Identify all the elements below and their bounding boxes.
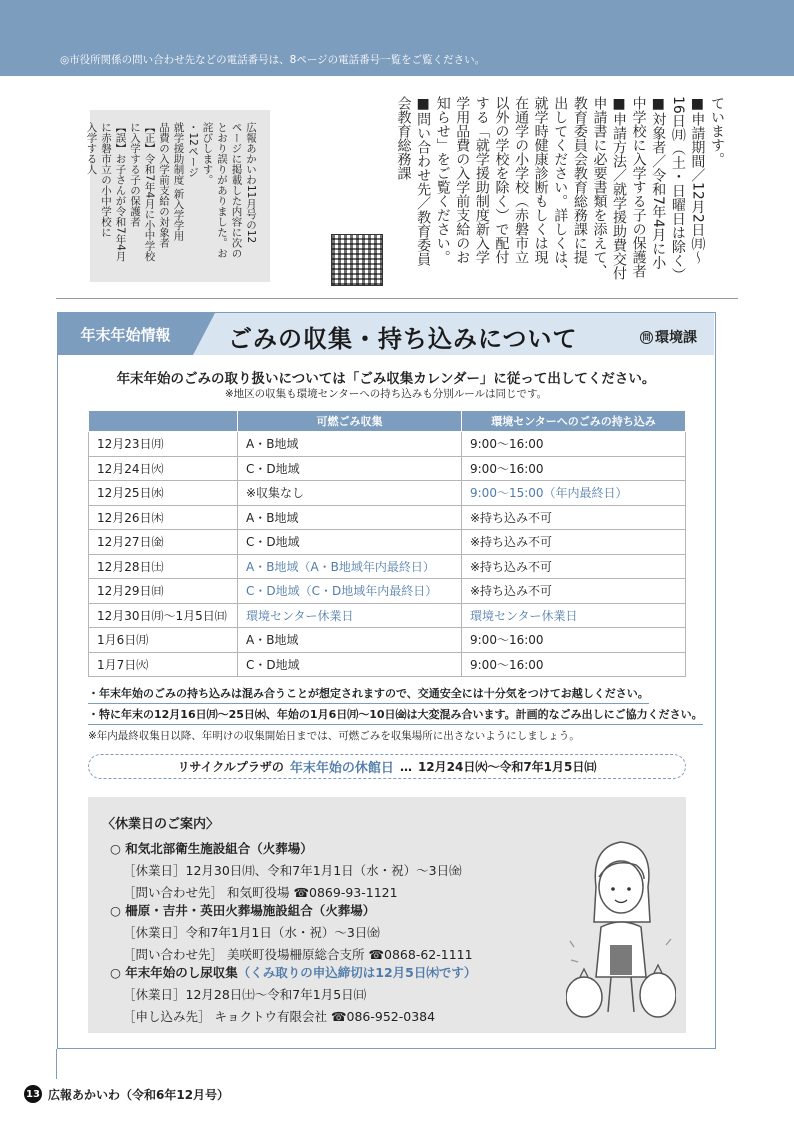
article-line: 16日㈪（土・日曜日は除く）: [669, 96, 686, 282]
deadline-note: （くみ取りの申込締切は12月5日㈭です）: [237, 965, 477, 980]
facility-contact: ［申し込み先］ キョクトウ有限会社 ☎086-952-0384: [123, 1009, 436, 1024]
table-row: [89, 456, 686, 481]
section-title: ごみの収集・持ち込みについて: [228, 325, 578, 353]
recycle-dots: …: [399, 759, 412, 774]
date-cell: 12月26日㈭: [89, 505, 238, 530]
date-cell: 12月25日㈬: [89, 481, 238, 506]
woman-with-garbage-bags-illustration: [566, 827, 676, 1027]
facility-night-soil: [110, 963, 476, 1025]
dropoff-cell: 9:00〜16:00: [462, 456, 686, 481]
department: [640, 327, 697, 347]
correction-line: 就学援助制度 新入学学用: [172, 122, 185, 241]
collection-cell: C・D地域: [238, 456, 462, 481]
facility-name: ○ 柵原・吉井・英田火葬場施設組合（火葬場）: [110, 903, 376, 918]
closure-info-box: [88, 797, 686, 1033]
correction-line: ・12ページ: [187, 122, 199, 178]
department-name: 環境課: [655, 330, 697, 346]
facility-name: ○ 和気北部衛生施設組合（火葬場）: [110, 841, 313, 856]
date-cell: 12月29日㈰: [89, 579, 238, 604]
divider: [56, 298, 738, 299]
facility-wake: [110, 839, 462, 901]
article-line: ■問い合わせ先／教育委員: [415, 96, 432, 266]
column-header: 環境センターへのごみの持ち込み: [462, 411, 686, 432]
correction-line: 詫びします。: [201, 122, 214, 185]
collection-cell: C・D地域（C・D地域年内最終日）: [238, 579, 462, 604]
recycle-prefix: リサイクルプラザの: [177, 760, 284, 774]
article-line: 申請書に必要書類を添えて、: [591, 96, 608, 278]
correction-line: ページに掲載した内容に次の: [230, 122, 243, 259]
article-line: 会教育総務課: [395, 96, 412, 180]
article-line: ■申請方法／就学援助費交付: [611, 96, 628, 280]
table-row: [89, 505, 686, 530]
date-cell: 1月6日㈪: [89, 628, 238, 653]
correction-line: 広報あかいわ11月号の12: [245, 122, 257, 244]
article-line: 以外の学校を除く）で配付: [493, 96, 510, 264]
date-cell: 1月7日㈫: [89, 652, 238, 677]
recycle-plaza-closure: [88, 754, 686, 779]
footer-rule: [56, 1049, 57, 1079]
dropoff-cell: ※持ち込み不可: [462, 579, 686, 604]
dropoff-cell: 9:00〜16:00: [462, 652, 686, 677]
facility-name: ○ 年末年始のし尿収集: [110, 965, 238, 980]
correction-line: に入学する子の保護者: [129, 122, 141, 227]
article-line: 教育委員会教育総務課に提: [571, 96, 588, 264]
article-line: 学用品費の入学前支給のお: [454, 96, 471, 264]
table-row: [89, 530, 686, 555]
collection-note: ※年内最終収集日以降、年明けの収集開始日までは、可燃ごみを収集場所に出さないようにしましょう。: [88, 730, 580, 742]
collection-cell: A・B地域: [238, 628, 462, 653]
phone-notice: ◎市役所関係の問い合わせ先などの電話番号は、8ページの電話番号一覧をご覧ください。: [60, 54, 486, 66]
page-number: 13: [24, 1085, 42, 1103]
facility-closure: ［休業日］令和7年1月1日（水・祝）〜3日㈮: [123, 925, 380, 940]
table-row: [89, 628, 686, 653]
dropoff-cell: 9:00〜15:00（年内最終日）: [462, 481, 686, 506]
collection-cell: A・B地域（A・B地域年内最終日）: [238, 554, 462, 579]
article-line: ■申請期間／12月2日㈪〜: [689, 96, 706, 265]
table-row: [89, 554, 686, 579]
dropoff-cell: 9:00〜16:00: [462, 628, 686, 653]
article-line: 知らせ」をご覧ください。: [434, 96, 451, 264]
date-cell: 12月30日㈪〜1月5日㈰: [89, 603, 238, 628]
date-cell: 12月28日㈯: [89, 554, 238, 579]
dropoff-cell: 環境センター休業日: [462, 603, 686, 628]
recycle-dates: 12月24日㈫〜令和7年1月5日㈰: [417, 760, 597, 774]
collection-cell: C・D地域: [238, 652, 462, 677]
table-row: [89, 579, 686, 604]
correction-line: 【正】令和7年4月に小中学校: [143, 122, 156, 262]
dropoff-cell: 9:00〜16:00: [462, 432, 686, 457]
article-line: 在通学の小学校（赤磐市立: [513, 96, 530, 264]
inquiry-mark-icon: 問: [640, 331, 653, 344]
dropoff-cell: ※持ち込み不可: [462, 554, 686, 579]
correction-text: [84, 122, 258, 272]
collection-cell: 環境センター休業日: [238, 603, 462, 628]
collection-cell: A・B地域: [238, 432, 462, 457]
article-line: ています。: [709, 96, 725, 166]
collection-cell: ※収集なし: [238, 481, 462, 506]
facility-contact: ［問い合わせ先］ 和気町役場 ☎0869-93-1121: [123, 885, 398, 900]
dropoff-cell: ※持ち込み不可: [462, 505, 686, 530]
top-band: [0, 0, 794, 76]
correction-line: 入学する人: [85, 122, 98, 175]
facility-contact: ［問い合わせ先］ 美咲町役場柵原総合支所 ☎0868-62-1111: [123, 947, 473, 962]
notes-list: [88, 685, 703, 743]
section-tab: 年末年始情報: [58, 313, 193, 355]
page-footer: [24, 1085, 229, 1103]
column-header: 可燃ごみ収集: [238, 411, 462, 432]
correction-line: とおり誤りがありました。お: [216, 122, 228, 259]
facility-closure: ［休業日］12月30日㈪、令和7年1月1日（水・祝）〜3日㈮: [123, 863, 462, 878]
article-line: する「就学援助制度新入学: [473, 96, 490, 264]
schedule-table: [88, 410, 686, 677]
closure-title: 〈休業日のご案内〉: [102, 817, 220, 832]
date-cell: 12月23日㈪: [89, 432, 238, 457]
facility-yanahara: [110, 901, 473, 963]
recycle-highlight: 年末年始の休館日: [289, 761, 394, 776]
article-line: 就学時健康診断もしくは現: [532, 96, 549, 264]
table-row: [89, 603, 686, 628]
correction-line: 【誤】お子さんが令和7年4月: [114, 122, 127, 262]
qr-code[interactable]: [331, 234, 383, 286]
traffic-notice: ・年末年始のごみの持ち込みは混み合うことが想定されますので、交通安全には十分気をつけてお越しください。: [88, 685, 649, 704]
table-row: [89, 481, 686, 506]
date-cell: 12月24日㈫: [89, 456, 238, 481]
table-row: [89, 432, 686, 457]
article-line: ■対象者／令和7年4月に小: [650, 96, 667, 270]
school-aid-article: [393, 96, 726, 296]
dropoff-cell: ※持ち込み不可: [462, 530, 686, 555]
header-slant: [193, 313, 215, 355]
collection-cell: C・D地域: [238, 530, 462, 555]
article-line: 中学校に入学する子の保護者: [630, 96, 647, 278]
table-row: [89, 652, 686, 677]
correction-line: に赤磐市立の小中学校に: [100, 122, 112, 238]
collection-cell: A・B地域: [238, 505, 462, 530]
publication-name: 広報あかいわ（令和6年12月号）: [48, 1087, 230, 1102]
correction-notice: [85, 110, 270, 282]
correction-line: 品費の入学前支給の対象者: [158, 122, 170, 248]
article-line: 出してください。詳しくは、: [552, 96, 569, 278]
facility-closure: ［休業日］12月28日㈯〜令和7年1月5日㈰: [123, 987, 367, 1002]
table-header-row: [89, 411, 686, 432]
column-header: [89, 411, 238, 432]
intro-text: 年末年始のごみの取り扱いについては「ごみ収集カレンダー」に従って出してください。: [116, 371, 656, 387]
intro-note: ※地区の収集も環境センターへの持ち込みも分別ルールは同じです。: [224, 388, 548, 400]
garbage-section: [57, 312, 716, 1049]
date-cell: 12月27日㈮: [89, 530, 238, 555]
crowding-notice: ・特に年末の12月16日㈪〜25日㈬、年始の1月6日㈪〜10日㈮は大変混み合います。計画的なごみ出しにご協力ください。: [88, 706, 703, 725]
